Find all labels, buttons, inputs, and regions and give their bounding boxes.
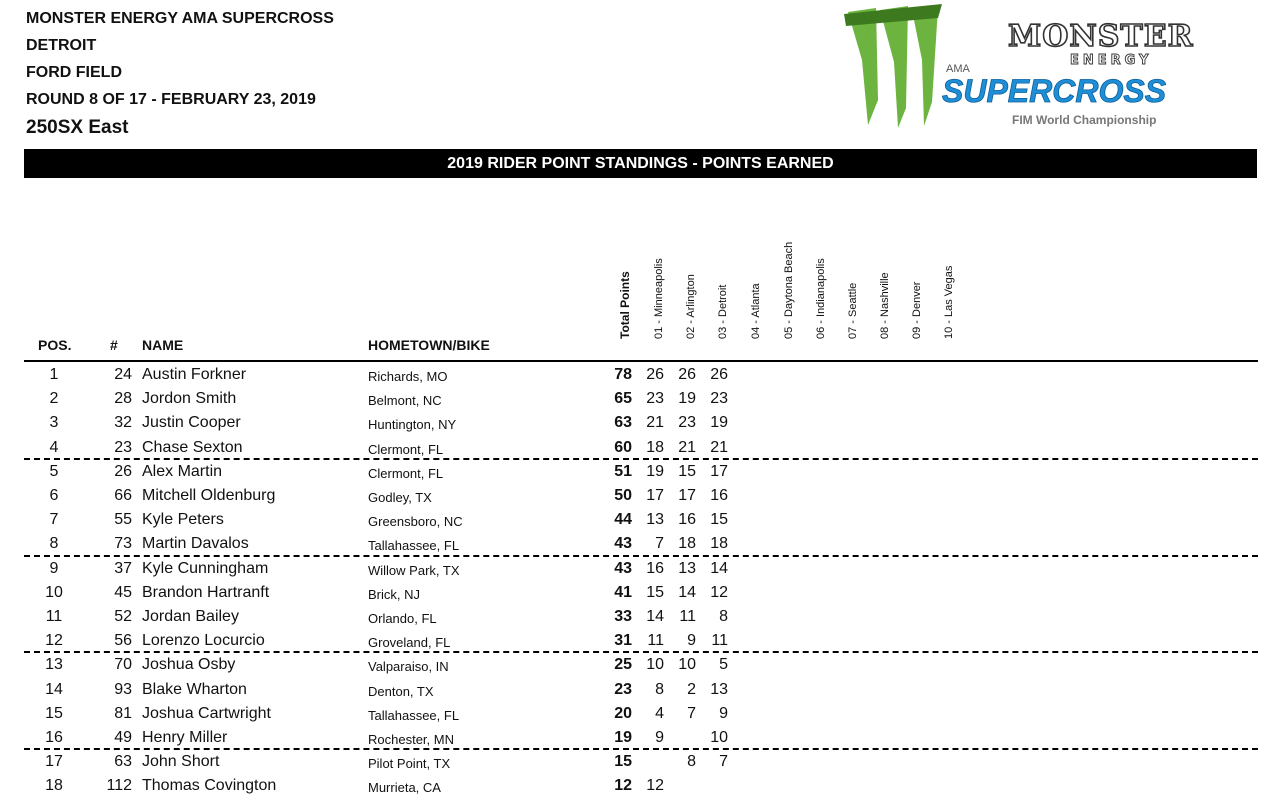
rider-total-points: 23 [614, 680, 632, 698]
rider-number: 52 [114, 608, 132, 625]
table-row [0, 460, 1280, 484]
rider-name: Blake Wharton [142, 680, 247, 698]
rider-position: 10 [45, 583, 63, 601]
round-points: 19 [678, 390, 696, 408]
table-row [0, 363, 1280, 387]
rider-number: 26 [114, 462, 132, 480]
col-round-header: 10 - Las Vegas [943, 265, 955, 339]
rider-number: 45 [114, 583, 132, 601]
rider-name: Chase Sexton [142, 438, 243, 456]
rider-number: 24 [114, 366, 132, 383]
event-city: DETROIT [26, 37, 97, 54]
round-points: 26 [710, 366, 728, 383]
rider-number: 28 [114, 390, 132, 408]
header-rule [24, 360, 1258, 362]
round-points: 18 [678, 535, 696, 553]
rider-number: 73 [114, 535, 132, 553]
round-points: 11 [711, 632, 728, 650]
rider-total-points: 25 [614, 656, 632, 674]
rider-position: 12 [45, 632, 63, 650]
rider-number: 112 [106, 777, 132, 795]
round-points: 23 [710, 390, 728, 408]
rider-number: 66 [114, 487, 132, 504]
rider-position: 11 [45, 608, 63, 625]
rider-position: 7 [49, 511, 59, 529]
table-row [0, 387, 1280, 411]
round-points: 16 [646, 559, 664, 577]
round-points: 14 [678, 583, 696, 601]
standings-banner: 2019 RIDER POINT STANDINGS - POINTS EARNED [24, 149, 1257, 178]
round-points: 13 [710, 680, 728, 698]
rider-position: 6 [49, 487, 59, 504]
rider-number: 70 [114, 656, 132, 674]
round-points: 13 [678, 559, 696, 577]
table-row [0, 557, 1280, 581]
rider-position: 2 [49, 390, 59, 408]
table-row [0, 581, 1280, 605]
monster-supercross-logo [838, 0, 1262, 136]
rider-position: 13 [45, 656, 63, 674]
rider-number: 56 [114, 632, 132, 650]
monster-claw-icon [844, 4, 942, 128]
rider-total-points: 15 [614, 753, 632, 771]
round-points: 11 [647, 632, 664, 650]
round-points: 7 [655, 535, 664, 553]
round-points: 18 [646, 438, 664, 456]
round-points: 12 [710, 583, 728, 601]
rider-number: 37 [114, 559, 132, 577]
rider-name: Justin Cooper [142, 414, 241, 432]
col-round-header: 06 - Indianapolis [815, 258, 827, 339]
rider-hometown: Huntington, NY [368, 417, 457, 433]
rider-name: Brandon Hartranft [142, 583, 270, 601]
table-row [0, 653, 1280, 677]
rider-total-points: 20 [614, 704, 632, 722]
rider-number: 55 [114, 511, 132, 529]
round-points: 23 [646, 390, 664, 408]
event-venue: FORD FIELD [26, 64, 122, 81]
round-points: 13 [646, 511, 664, 529]
logo-brand-sub: ENERGY [1070, 53, 1153, 68]
event-title: MONSTER ENERGY AMA SUPERCROSS [26, 10, 334, 27]
round-points: 17 [678, 487, 696, 504]
rider-total-points: 65 [614, 390, 632, 408]
round-points: 26 [678, 366, 696, 383]
rider-total-points: 33 [614, 608, 632, 625]
col-round-header: 02 - Arlington [685, 274, 697, 339]
round-points: 16 [678, 511, 696, 529]
round-points: 5 [719, 656, 728, 674]
race-class: 250SX East [26, 117, 129, 138]
rider-name: Kyle Peters [142, 511, 224, 529]
round-points: 8 [687, 753, 696, 771]
col-round-header: 01 - Minneapolis [653, 258, 665, 339]
rider-hometown: Tallahassee, FL [368, 707, 460, 723]
rider-name: Thomas Covington [142, 777, 277, 795]
round-points: 2 [687, 680, 696, 698]
rider-position: 16 [45, 729, 63, 746]
table-row [0, 678, 1280, 702]
round-points: 7 [687, 704, 696, 722]
table-row [0, 411, 1280, 435]
rider-total-points: 78 [614, 366, 632, 383]
rider-hometown: Orlando, FL [368, 611, 437, 626]
col-round-header: 04 - Atlanta [750, 283, 762, 339]
rider-name: Alex Martin [142, 462, 223, 480]
col-num-header: # [110, 337, 118, 353]
round-points: 14 [710, 559, 728, 577]
round-points: 7 [719, 753, 728, 771]
round-points: 10 [646, 656, 664, 674]
rider-position: 9 [49, 559, 59, 577]
col-round-header: 07 - Seattle [847, 282, 859, 339]
table-row [0, 774, 1280, 798]
rider-number: 49 [114, 729, 132, 746]
rider-hometown: Clermont, FL [368, 441, 444, 457]
col-round-header: 05 - Daytona Beach [783, 241, 795, 339]
round-points: 15 [678, 462, 696, 480]
rider-name: Kyle Cunningham [142, 559, 269, 577]
table-row [0, 484, 1280, 508]
rider-name: Joshua Osby [142, 656, 236, 674]
table-row [0, 532, 1280, 556]
rider-number: 63 [114, 753, 132, 771]
round-points: 21 [710, 438, 728, 456]
round-points: 8 [719, 608, 728, 625]
col-round-header: 08 - Nashville [879, 272, 891, 339]
col-pos-header: POS. [38, 337, 72, 353]
round-points: 9 [655, 729, 664, 746]
rider-name: John Short [142, 753, 220, 771]
col-round-header: 09 - Denver [911, 281, 923, 339]
rider-hometown: Clermont, FL [368, 465, 444, 481]
round-points: 21 [678, 438, 696, 456]
rider-position: 4 [49, 438, 59, 456]
table-row [0, 629, 1280, 653]
round-points: 17 [710, 462, 728, 480]
rider-total-points: 43 [614, 559, 632, 577]
logo-series: SUPERCROSS [942, 73, 1167, 109]
rider-position: 14 [45, 680, 63, 698]
rider-name: Lorenzo Locurcio [142, 632, 265, 650]
rider-total-points: 44 [614, 511, 632, 529]
round-points: 9 [719, 704, 728, 722]
table-row [0, 702, 1280, 726]
table-row [0, 508, 1280, 532]
logo-brand: MONSTER [1008, 19, 1194, 54]
rider-number: 23 [114, 438, 132, 456]
rider-number: 32 [114, 414, 132, 432]
rider-number: 93 [114, 680, 132, 698]
col-name-header: NAME [142, 337, 184, 353]
rider-hometown: Rochester, MN [368, 732, 454, 747]
round-points: 15 [646, 583, 664, 601]
rider-name: Jordan Bailey [142, 608, 239, 625]
round-points: 26 [646, 366, 664, 383]
round-points: 19 [646, 462, 664, 480]
rider-name: Henry Miller [142, 729, 228, 746]
rider-hometown: Pilot Point, TX [368, 756, 451, 772]
rider-name: Mitchell Oldenburg [142, 487, 276, 504]
col-total-header: Total Points [618, 271, 632, 339]
round-points: 12 [646, 777, 664, 795]
rider-name: Jordon Smith [142, 390, 237, 408]
rider-name: Martin Davalos [142, 535, 249, 553]
round-points: 9 [687, 632, 696, 650]
round-points: 23 [678, 414, 696, 432]
table-row [0, 436, 1280, 460]
round-points: 21 [646, 414, 664, 432]
rider-total-points: 12 [614, 777, 632, 795]
table-row [0, 726, 1280, 750]
round-points: 4 [655, 704, 664, 722]
rider-position: 5 [49, 462, 59, 480]
rider-hometown: Godley, TX [368, 490, 432, 505]
logo-tagline: FIM World Championship [1012, 113, 1157, 127]
round-points: 11 [679, 608, 696, 625]
rider-hometown: Tallahassee, FL [368, 538, 460, 554]
round-points: 16 [710, 487, 728, 504]
rider-hometown: Belmont, NC [368, 393, 442, 409]
rider-total-points: 19 [614, 729, 632, 746]
round-points: 19 [710, 414, 728, 432]
rider-total-points: 63 [614, 414, 632, 432]
round-points: 15 [710, 511, 728, 529]
round-points: 8 [655, 680, 664, 698]
col-hometown-header: HOMETOWN/BIKE [368, 337, 490, 353]
rider-hometown: Richards, MO [368, 369, 448, 384]
rider-position: 3 [49, 414, 59, 432]
table-row [0, 750, 1280, 774]
rider-hometown: Denton, TX [368, 683, 434, 699]
rider-hometown: Brick, NJ [368, 586, 420, 602]
table-row [0, 605, 1280, 629]
rider-position: 15 [45, 704, 63, 722]
rider-hometown: Willow Park, TX [368, 562, 460, 578]
rider-total-points: 60 [614, 438, 632, 456]
col-round-header: 03 - Detroit [717, 284, 729, 339]
rider-total-points: 51 [614, 462, 632, 480]
round-points: 18 [710, 535, 728, 553]
round-points: 10 [678, 656, 696, 674]
rider-position: 1 [49, 366, 59, 383]
logo-ama: AMA [946, 63, 970, 75]
round-points: 17 [646, 487, 664, 504]
round-points: 14 [646, 608, 664, 625]
rider-name: Austin Forkner [142, 366, 247, 383]
rider-hometown: Murrieta, CA [368, 780, 441, 796]
rider-name: Joshua Cartwright [142, 704, 271, 722]
rider-number: 81 [114, 704, 132, 722]
rider-position: 8 [49, 535, 59, 553]
round-points: 10 [710, 729, 728, 746]
rider-position: 18 [45, 777, 63, 795]
rider-hometown: Greensboro, NC [368, 514, 463, 530]
rider-total-points: 41 [614, 583, 632, 601]
event-round-date: ROUND 8 OF 17 - FEBRUARY 23, 2019 [26, 91, 316, 108]
rider-hometown: Groveland, FL [368, 635, 451, 651]
rider-total-points: 50 [614, 487, 632, 504]
rider-total-points: 43 [614, 535, 632, 553]
rider-hometown: Valparaiso, IN [368, 659, 449, 675]
rider-position: 17 [45, 753, 63, 771]
rider-total-points: 31 [614, 632, 632, 650]
